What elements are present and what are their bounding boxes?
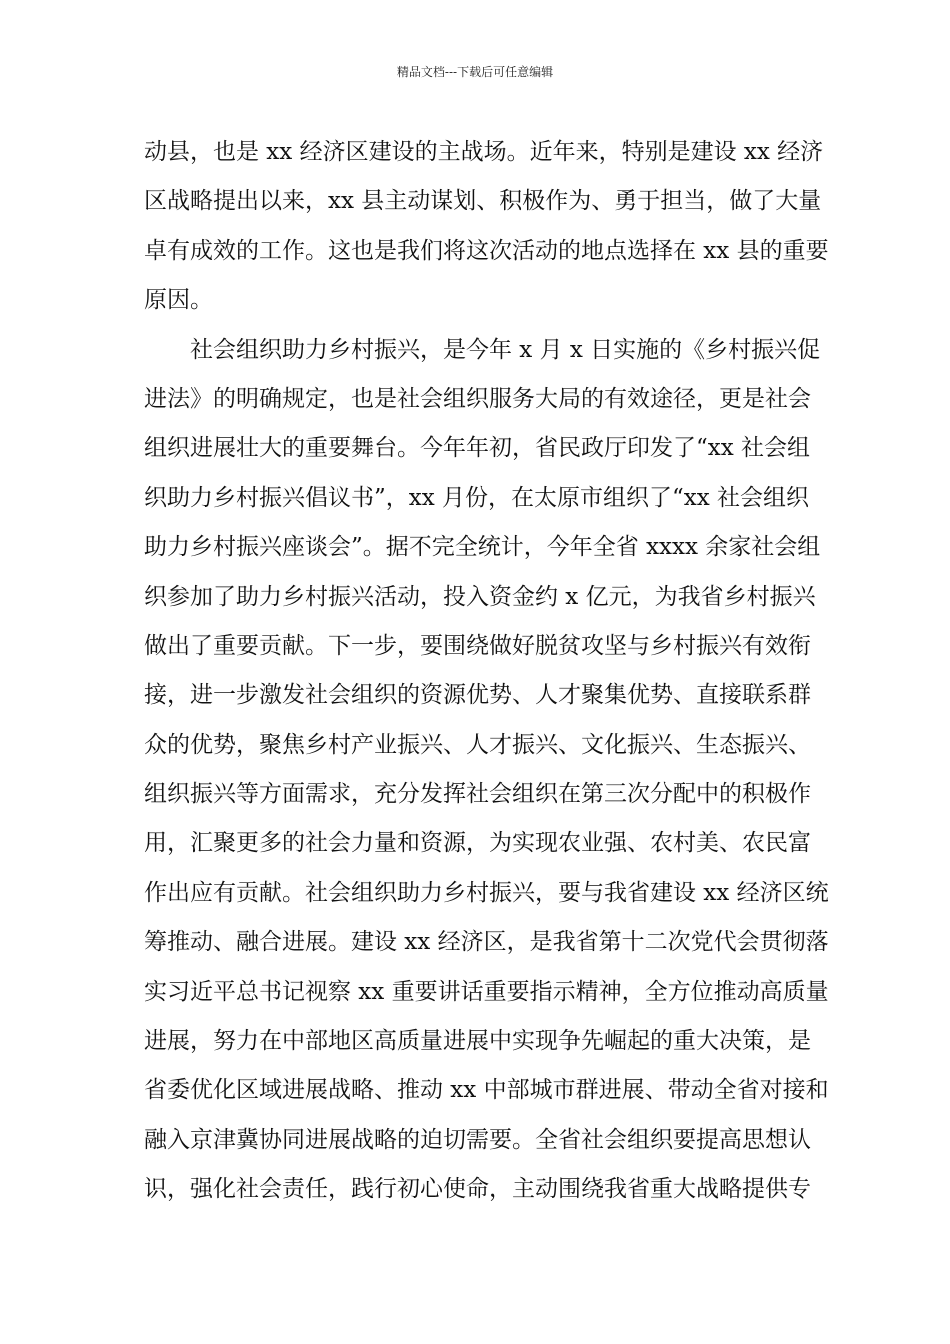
paragraph-first-line: 社会组织助力乡村振兴，是今年 x 月 x 日实施的《乡村振兴促 [190,336,821,363]
text-line: 织助力乡村振兴倡议书”，xx 月份，在太原市组织了“xx 社会组织 [144,484,810,511]
text-line: 区战略提出以来，xx 县主动谋划、积极作为、勇于担当，做了大量 [144,188,822,215]
text-line: 融入京津冀协同进展战略的迫切需要。全省社会组织要提高思想认 [144,1126,811,1153]
text-line: 助力乡村振兴座谈会”。据不完全统计，今年全省 xxxx 余家社会组 [144,534,821,561]
text-line: 原因。 [144,287,213,314]
text-line: 组织振兴等方面需求，充分发挥社会组织在第三次分配中的积极作 [144,781,811,808]
text-line: 作出应有贡献。社会组织助力乡村振兴，要与我省建设 xx 经济区统 [144,879,829,906]
text-line: 织参加了助力乡村振兴活动，投入资金约 x 亿元，为我省乡村振兴 [144,583,816,610]
text-line: 接，进一步激发社会组织的资源优势、人才聚集优势、直接联系群 [144,682,811,709]
text-line: 筹推动、融合进展。建设 xx 经济区，是我省第十二次党代会贯彻落 [144,929,829,956]
text-line: 实习近平总书记视察 xx 重要讲话重要指示精神，全方位推动高质量 [144,978,829,1005]
text-line: 识，强化社会责任，践行初心使命，主动围绕我省重大战略提供专 [144,1176,811,1203]
text-line: 卓有成效的工作。这也是我们将这次活动的地点选择在 xx 县的重要 [144,237,829,264]
text-line: 动县，也是 xx 经济区建设的主战场。近年来，特别是建设 xx 经济 [144,139,824,165]
text-line: 用，汇聚更多的社会力量和资源，为实现农业强、农村美、农民富 [144,830,811,857]
text-line: 省委优化区域进展战略、推动 xx 中部城市群进展、带动全省对接和 [144,1077,829,1104]
page-header: 精品文档---下载后可任意编辑 [396,65,554,79]
document-body [144,132,829,1219]
text-line: 组织进展壮大的重要舞台。今年年初，省民政厅印发了“xx 社会组 [144,435,811,462]
text-line: 进展，努力在中部地区高质量进展中实现争先崛起的重大决策，是 [144,1028,811,1055]
text-line: 众的优势，聚焦乡村产业振兴、人才振兴、文化振兴、生态振兴、 [144,731,811,758]
text-line: 做出了重要贡献。下一步，要围绕做好脱贫攻坚与乡村振兴有效衔 [144,632,811,659]
text-line: 进法》的明确规定，也是社会组织服务大局的有效途径，更是社会 [144,385,811,412]
